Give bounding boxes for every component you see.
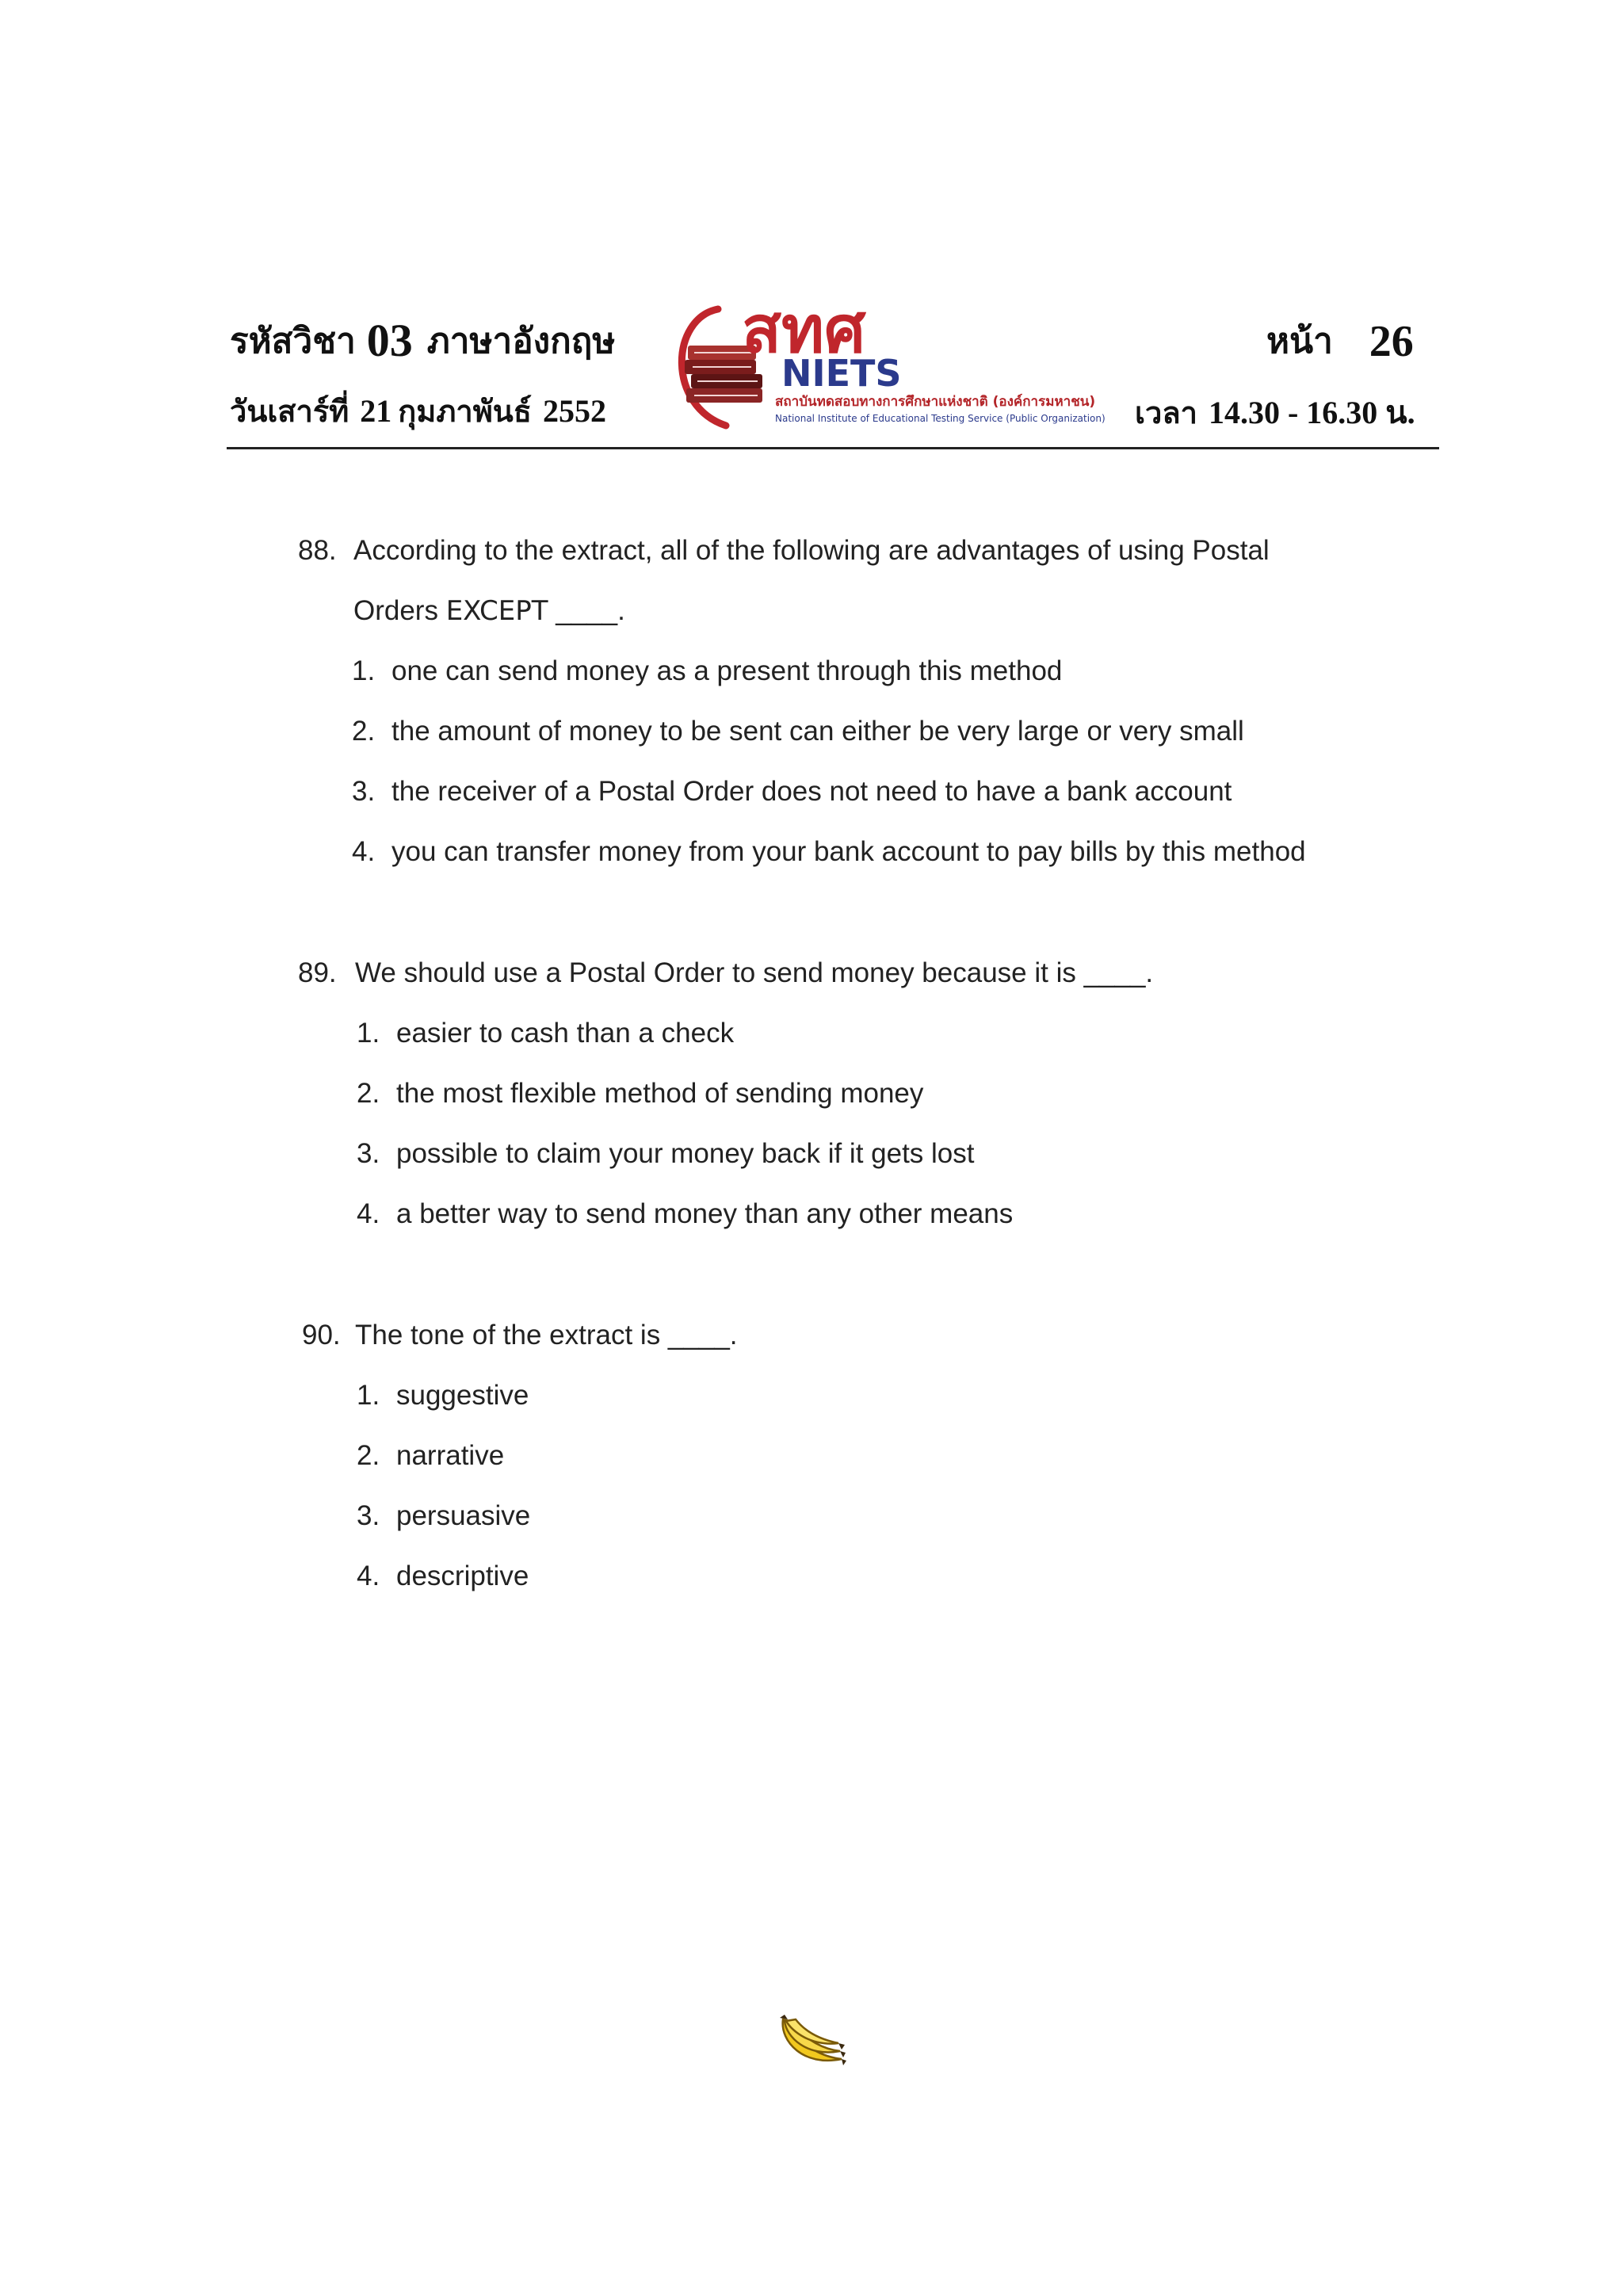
question-89-option-1: 1. easier to cash than a check [357, 1018, 735, 1049]
question-90-option-4: 4. descriptive [357, 1561, 529, 1591]
logo-thai-initials: สทศ [742, 295, 866, 368]
question-88-text-end: ____. [548, 595, 625, 626]
logo-acronym: NIETS [781, 352, 902, 395]
date-year: 2552 [542, 393, 606, 429]
question-88-text-line2 [353, 595, 625, 627]
question-88-option-3: 3. the receiver of a Postal Order does not need to have a bank account [352, 776, 1232, 807]
question-90-number: 90. [302, 1320, 341, 1350]
question-90-option-3: 3. persuasive [357, 1500, 531, 1531]
question-89-option-2: 2. the most flexible method of sending money [357, 1078, 924, 1109]
exam-date [230, 387, 613, 435]
question-89-number: 89. [298, 957, 337, 988]
subject-code: 03 [366, 315, 413, 366]
question-88-option-2: 2. the amount of money to be sent can either be very large or very small [352, 716, 1244, 747]
subject-label: รหัสวิชา [230, 321, 356, 361]
logo-thai-name: สถาบันทดสอบทางการศึกษาแห่งชาติ (องค์การมหาชน) [775, 394, 1096, 410]
logo-english-name: National Institute of Educational Testing Service (Public Organization) [775, 413, 1106, 424]
banana-icon [772, 2010, 848, 2073]
question-90-text: The tone of the extract is ____. [355, 1320, 738, 1350]
date-month: กุมภาพันธ์ [398, 393, 532, 429]
question-89-option-4: 4. a better way to send money than any other means [357, 1198, 1014, 1229]
page-indicator [1266, 313, 1414, 369]
subject-code-line [230, 313, 615, 369]
time-label: เวลา [1135, 395, 1197, 430]
question-90-option-2: 2. narrative [357, 1440, 505, 1471]
subject-name: ภาษาอังกฤษ [426, 321, 616, 361]
question-88-number: 88. [298, 535, 337, 566]
question-88-emphasis: EXCEPT [445, 595, 548, 627]
question-90-option-1: 1. suggestive [357, 1380, 529, 1411]
header-divider [227, 447, 1439, 449]
page-label: หน้า [1266, 321, 1333, 361]
question-88-text-start: Orders [353, 595, 446, 626]
exam-time [1135, 387, 1415, 437]
time-value: 14.30 - 16.30 น. [1208, 395, 1415, 430]
question-89-text: We should use a Postal Order to send money because it is ____. [355, 957, 1154, 988]
question-88-option-4: 4. you can transfer money from your bank account to pay bills by this method [352, 836, 1306, 867]
question-88-text-line1: According to the extract, all of the following are advantages of using Postal [353, 535, 1270, 566]
date-prefix: วันเสาร์ที่ [230, 393, 349, 429]
niets-logo [663, 295, 1127, 434]
page-number: 26 [1369, 317, 1414, 366]
question-88-option-1: 1. one can send money as a present through this method [352, 655, 1063, 686]
question-89-option-3: 3. possible to claim your money back if it gets lost [357, 1138, 975, 1169]
date-day: 21 [360, 393, 392, 429]
